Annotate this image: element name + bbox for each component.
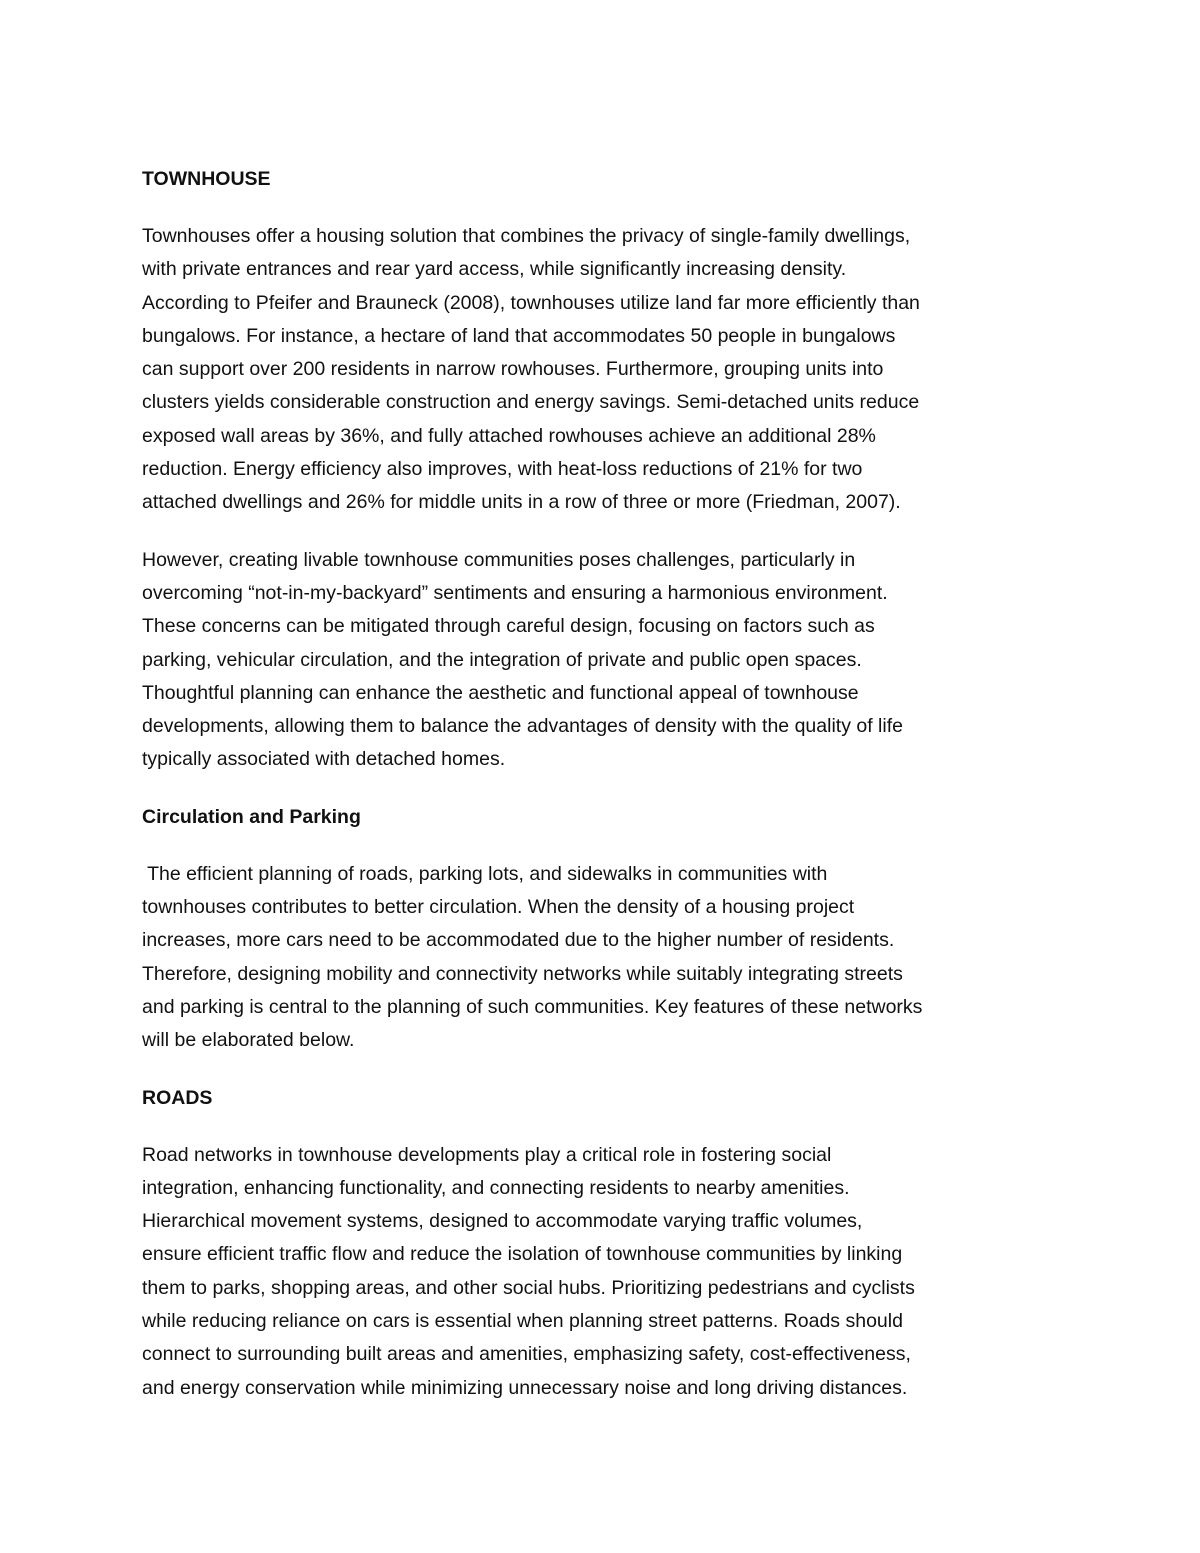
text-line: clusters yields considerable construction and energy savings. Semi-detached units reduce	[142, 391, 920, 414]
text-line: them to parks, shopping areas, and other social hubs. Prioritizing pedestrians and cyclists	[142, 1276, 915, 1299]
text-line: These concerns can be mitigated through careful design, focusing on factors such as	[142, 615, 875, 638]
text-line: reduction. Energy efficiency also improves, with heat-loss reductions of 21% for two	[142, 458, 863, 481]
paragraph-townhouse-intro	[142, 220, 1062, 520]
text-line: Hierarchical movement systems, designed to accommodate varying traffic volumes,	[142, 1210, 863, 1233]
text-line: The efficient planning of roads, parking lots, and sidewalks in communities with	[142, 862, 828, 885]
heading-circulation-and-parking: Circulation and Parking	[142, 805, 361, 828]
paragraph-roads	[142, 1139, 1062, 1405]
text-line: while reducing reliance on cars is essential when planning street patterns. Roads should	[142, 1310, 903, 1333]
text-line: According to Pfeifer and Brauneck (2008), townhouses utilize land far more efficiently than	[142, 291, 920, 314]
text-line: ensure efficient traffic flow and reduce the isolation of townhouse communities by linking	[142, 1243, 903, 1266]
text-line: exposed wall areas by 36%, and fully attached rowhouses achieve an additional 28%	[142, 424, 876, 447]
text-line: and parking is central to the planning of such communities. Key features of these networks	[142, 995, 923, 1018]
heading-townhouse: TOWNHOUSE	[142, 168, 271, 190]
text-line: Townhouses offer a housing solution that combines the privacy of single-family dwellings,	[142, 225, 911, 247]
paragraph-circulation	[142, 858, 1062, 1058]
text-line: typically associated with detached homes.	[142, 748, 506, 771]
text-line: Road networks in townhouse developments play a critical role in fostering social	[142, 1143, 832, 1166]
text-line: bungalows. For instance, a hectare of land that accommodates 50 people in bungalows	[142, 324, 896, 347]
heading-roads: ROADS	[142, 1086, 213, 1109]
document-page	[142, 163, 1062, 1405]
text-line: parking, vehicular circulation, and the integration of private and public open spaces.	[142, 648, 862, 671]
text-line: attached dwellings and 26% for middle units in a row of three or more (Friedman, 2007).	[142, 491, 901, 514]
text-line: overcoming “not-in-my-backyard” sentiments and ensuring a harmonious environment.	[142, 581, 888, 604]
text-line: with private entrances and rear yard access, while significantly increasing density.	[142, 258, 847, 281]
text-line: townhouses contributes to better circulation. When the density of a housing project	[142, 896, 855, 919]
text-line: will be elaborated below.	[142, 1029, 355, 1052]
text-line: connect to surrounding built areas and amenities, emphasizing safety, cost-effectiveness,	[142, 1343, 911, 1366]
text-line: However, creating livable townhouse communities poses challenges, particularly in	[142, 548, 856, 571]
text-line: developments, allowing them to balance the advantages of density with the quality of life	[142, 715, 903, 738]
text-line: Thoughtful planning can enhance the aesthetic and functional appeal of townhouse	[142, 681, 859, 704]
text-line: and energy conservation while minimizing unnecessary noise and long driving distances.	[142, 1376, 908, 1399]
text-line: integration, enhancing functionality, and connecting residents to nearby amenities.	[142, 1176, 850, 1199]
text-line: Therefore, designing mobility and connectivity networks while suitably integrating streets	[142, 962, 903, 985]
text-line: can support over 200 residents in narrow rowhouses. Furthermore, grouping units into	[142, 358, 884, 381]
text-line: increases, more cars need to be accommodated due to the higher number of residents.	[142, 929, 895, 952]
paragraph-townhouse-challenges	[142, 544, 1062, 777]
